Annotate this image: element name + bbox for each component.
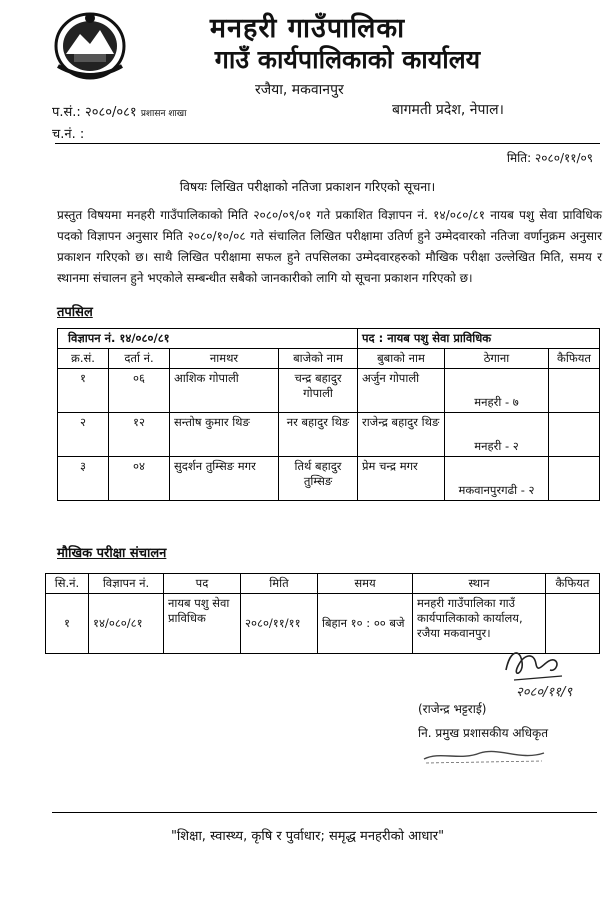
signatory-title: नि. प्रमुख प्रशासकीय अधिकृत [418,726,549,740]
cell: सुदर्शन तुम्सिङ मगर [170,457,279,501]
header-divider [55,143,600,144]
cell: १२ [109,413,170,457]
col-header: दर्ता नं. [109,349,170,369]
col-header: नामथर [170,349,279,369]
reference-number [52,102,186,120]
office-subtitle: गाउँ कार्यपालिकाको कार्यालय [214,45,481,74]
office-address: रजैया, मकवानपुर [255,82,344,98]
col-header: स्थान [413,574,546,594]
col-header: कैफियत [546,574,600,594]
col-header: सि.नं. [46,574,89,594]
cell: प्रेम चन्द्र मगर [358,457,445,501]
post-name: पद : नायब पशु सेवा प्राविधिक [358,329,600,349]
cell: १४/०८०/८१ [89,594,164,654]
col-header: कैफियत [549,349,600,369]
cell: मनहरी - २ [445,413,549,457]
office-title: मनहरी गाउँपालिका [209,13,406,44]
cell [549,413,600,457]
cell: सन्तोष कुमार थिङ [170,413,279,457]
cell: आशिक गोपाली [170,369,279,413]
col-header: समय [318,574,413,594]
cell: मनहरी - ७ [445,369,549,413]
cell: नायब पशु सेवा प्राविधिक [164,594,241,654]
results-table [57,328,600,501]
section-heading-schedule: तपसिल [57,305,93,320]
cell: अर्जुन गोपाली [358,369,445,413]
subject-line: विषयः लिखित परीक्षाको नतिजा प्रकाशन गरिएको सूचना। [179,179,436,194]
province: बागमती प्रदेश, नेपाल। [392,102,504,118]
notice-date: मिति: २०८०/११/०९ [506,151,593,165]
cell: मकवानपुरगढी - २ [445,457,549,501]
col-header: मिति [241,574,318,594]
cell: बिहान १० : ०० बजे [318,594,413,654]
ref-value: २०८०/०८१ [84,105,137,120]
table-row [58,369,600,413]
cell: तिर्थ बहादुर तुम्सिङ [279,457,358,501]
ad-row [58,329,600,349]
ref-section: प्रशासन शाखा [140,109,187,119]
ref-label: प.सं.: [52,105,81,120]
cell: राजेन्द्र बहादुर थिङ [358,413,445,457]
cell: चन्द्र बहादुर गोपाली [279,369,358,413]
signatory-name: (राजेन्द्र भट्टराई) [418,702,487,716]
cell [549,457,600,501]
col-header: पद [164,574,241,594]
body-paragraph: प्रस्तुत विषयमा मनहरी गाउँपालिकाको मिति २०८०/०९/०१ गते प्रकाशित विज्ञापन नं. १४/०८०/८१ नायब पशु सेवा प्राविधिक पदको विज्ञापन अनुसार मिति २०८०/१०/०८ गते संचालित लिखित परीक्षामा उतिर्ण हुने उम्मेदवारको नतिजा वर्णानुक्रम अनुसार प्रकाशन गरिएको छ। साथै लिखित परीक्षामा सफल हुने तपसिलका उम्मेदवारहरुको मौखिक परीक्षा उल्लेखित मिति, समय र स्थानमा संचालन हुने भएकोले सम्बन्धीत सबैको जानकारीको लागि यो सूचना प्रकाशन गरिएको छ। [57,208,602,285]
table-header-row [58,349,600,369]
signature-date: २०८०/११/९ [516,685,573,700]
section-heading-oral-exam: मौखिक परीक्षा संचालन [57,546,167,561]
cell: १ [58,369,109,413]
col-header: ठेगाना [445,349,549,369]
footer-motto: "शिक्षा, स्वास्थ्य, कृषि र पुर्वाधार; समृद्ध मनहरीको आधार" [170,829,445,844]
table-row [58,413,600,457]
ad-number: विज्ञापन नं. १४/०८०/८१ [58,329,358,349]
col-header: विज्ञापन नं. [89,574,164,594]
table-row [58,457,600,501]
table-header-row [46,574,600,594]
cell: ०६ [109,369,170,413]
cell: २०८०/११/११ [241,594,318,654]
cell [549,369,600,413]
cell: मनहरी गाउँपालिका गाउँ कार्यपालिकाको कार्यालय, रजैया मकवानपुर। [413,594,546,654]
cell: ०४ [109,457,170,501]
col-header: बाजेको नाम [279,349,358,369]
signature-image [498,640,578,702]
cell: नर बहादुर थिङ [279,413,358,457]
dispatch-number: च.नं. : [52,127,85,142]
cell: १ [46,594,89,654]
col-header: बुबाको नाम [358,349,445,369]
footer-divider [52,812,597,813]
cell: २ [58,413,109,457]
col-header: क्र.सं. [58,349,109,369]
cell: ३ [58,457,109,501]
designation-stamp [420,745,550,765]
